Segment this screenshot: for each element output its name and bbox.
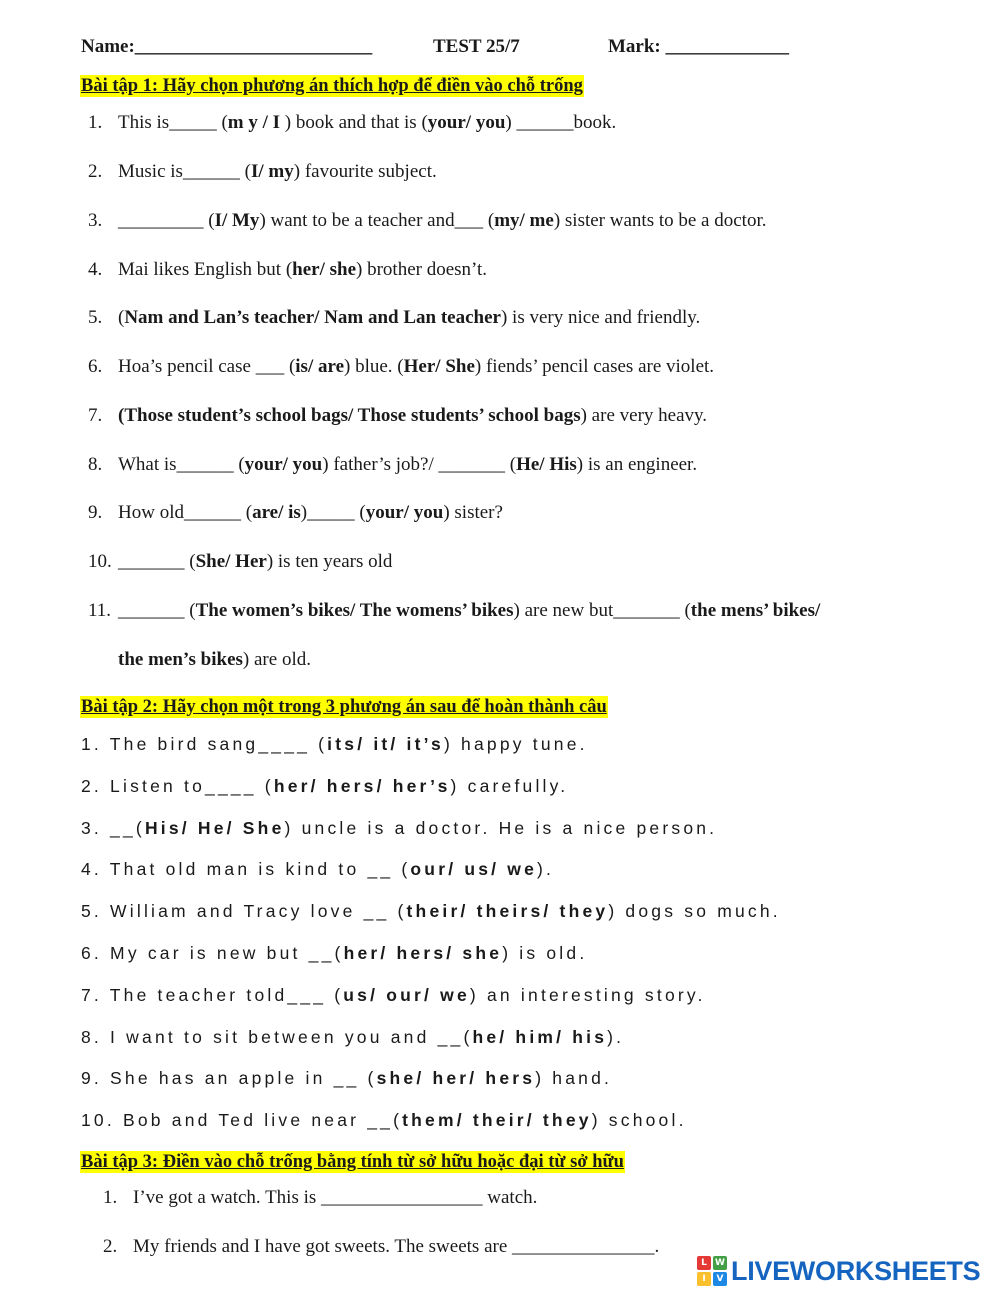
item-text: _______ ( <box>118 551 196 572</box>
exercise-1-item <box>88 599 820 623</box>
option-text: her/ she <box>292 259 357 280</box>
item-text: _______ ( <box>118 600 196 621</box>
item-number: 2. <box>88 161 103 182</box>
exercise-2-item <box>81 941 587 965</box>
option-text: its/ it/ it’s <box>327 734 444 754</box>
item-number: 4. <box>88 259 103 280</box>
option-text: His/ He/ She <box>144 818 285 838</box>
item-text: ) happy tune. <box>443 734 588 754</box>
item-number: 1. <box>88 112 103 133</box>
exercise-2-item <box>81 899 781 923</box>
item-text: ) is old. <box>502 943 588 963</box>
item-text: ) an interesting story. <box>469 985 706 1005</box>
item-text: ) sister? <box>443 502 503 523</box>
item-text: ) book and that is ( <box>280 112 428 133</box>
exercise-1-item <box>88 355 714 379</box>
item-text: ) are old. <box>242 649 311 670</box>
item-number: 10. <box>88 551 112 572</box>
item-text: ). <box>537 859 555 879</box>
item-text: ) ______book. <box>505 112 617 133</box>
option-text: Her/ She <box>403 356 475 377</box>
exercise-2-item <box>81 816 717 840</box>
exercise-1-item <box>88 209 766 233</box>
item-number: 3. <box>88 210 103 231</box>
item-number: 2. <box>103 1236 118 1257</box>
exercise-3-item <box>103 1235 659 1259</box>
logo-blocks-icon <box>697 1256 727 1286</box>
item-number: 8. <box>88 454 103 475</box>
item-text: ) is very nice and friendly. <box>500 307 701 328</box>
item-text: How old______ ( <box>118 502 253 523</box>
option-text: He/ His <box>516 454 577 475</box>
exercise-1-item <box>88 160 437 184</box>
option-text: she/ her/ hers <box>376 1068 536 1088</box>
item-text: ( <box>118 307 125 328</box>
item-text: 4. That old man is kind to __ ( <box>81 859 411 879</box>
exercise-2-item <box>81 983 706 1007</box>
item-text: 10. Bob and Ted live near __( <box>81 1110 403 1130</box>
item-text: 3. __( <box>81 818 145 838</box>
option-text: her/ hers/ she <box>343 943 503 963</box>
exercise-1-item <box>88 111 616 135</box>
item-text: Music is______ ( <box>118 161 251 182</box>
exercise-2-item <box>81 857 554 881</box>
option-text: (Those student’s school bags/ Those students’ school bags <box>118 405 581 426</box>
exercise-2-item <box>81 774 568 798</box>
option-text: your/ you <box>427 112 506 133</box>
item-text: ) father’s job?/ _______ ( <box>322 454 517 475</box>
name-field: Name:_________________________ <box>81 36 373 57</box>
option-text: your/ you <box>244 454 323 475</box>
item-number: 7. <box>88 405 103 426</box>
item-number: 9. <box>88 502 103 523</box>
item-text: I’ve got a watch. This is _________________ watch. <box>133 1187 538 1208</box>
option-text: their/ theirs/ they <box>406 901 609 921</box>
item-text: ) want to be a teacher and___ ( <box>259 210 495 231</box>
item-text: _________ ( <box>118 210 215 231</box>
liveworksheets-logo <box>697 1254 980 1288</box>
option-text: my/ me <box>494 210 554 231</box>
logo-block: L <box>697 1256 711 1270</box>
item-text: ). <box>607 1027 625 1047</box>
item-text: 9. She has an apple in __ ( <box>81 1068 377 1088</box>
exercise-2-title: Bài tập 2: Hãy chọn một trong 3 phương án sau để hoàn thành câu <box>81 697 607 717</box>
item-text: ) favourite subject. <box>293 161 437 182</box>
logo-block: W <box>713 1256 727 1270</box>
item-text: ) brother doesn’t. <box>356 259 488 280</box>
item-text: ) hand. <box>535 1068 613 1088</box>
mark-field: Mark: _____________ <box>608 36 790 57</box>
test-title: TEST 25/7 <box>433 36 520 57</box>
exercise-1-item <box>88 453 697 477</box>
option-text: the men’s bikes <box>118 649 243 670</box>
option-text: I/ my <box>251 161 294 182</box>
logo-block: V <box>713 1272 727 1286</box>
item-text: ) carefully. <box>450 776 569 796</box>
option-text: She/ Her <box>195 551 267 572</box>
item-text: 5. William and Tracy love __ ( <box>81 901 407 921</box>
item-text: )_____ ( <box>300 502 366 523</box>
item-number: 5. <box>88 307 103 328</box>
item-text: 8. I want to sit between you and __( <box>81 1027 473 1047</box>
option-text: our/ us/ we <box>410 859 538 879</box>
item-text: Mai likes English but ( <box>118 259 293 280</box>
item-text: Hoa’s pencil case ___ ( <box>118 356 296 377</box>
item-text: ) sister wants to be a doctor. <box>553 210 767 231</box>
item-text: 2. Listen to____ ( <box>81 776 274 796</box>
exercise-3-item <box>103 1186 537 1210</box>
exercise-2-item <box>81 732 588 756</box>
logo-block: I <box>697 1272 711 1286</box>
option-text: her/ hers/ her’s <box>273 776 451 796</box>
exercise-1-item <box>88 258 487 282</box>
option-text: are/ is <box>252 502 301 523</box>
option-text: is/ are <box>295 356 345 377</box>
exercise-1-title: Bài tập 1: Hãy chọn phương án thích hợp để điền vào chỗ trống <box>81 76 583 96</box>
item-text: 6. My car is new but __( <box>81 943 344 963</box>
item-text: ) school. <box>591 1110 687 1130</box>
option-text: Nam and Lan’s teacher/ Nam and Lan teacher <box>124 307 501 328</box>
item-text: ) are very heavy. <box>580 405 708 426</box>
exercise-2-item <box>81 1025 624 1049</box>
item-text: ) fiends’ pencil cases are violet. <box>474 356 715 377</box>
item-text: ) uncle is a doctor. He is a nice person. <box>284 818 718 838</box>
item-number: 11. <box>88 600 112 621</box>
item-text: What is______ ( <box>118 454 245 475</box>
item-text: ) blue. ( <box>344 356 404 377</box>
exercise-2-item <box>81 1108 687 1132</box>
option-text: m y / I <box>227 112 281 133</box>
option-text: I/ My <box>214 210 260 231</box>
exercise-1-item <box>88 306 700 330</box>
exercise-1-item <box>88 550 392 574</box>
option-text: he/ him/ his <box>472 1027 608 1047</box>
option-text: your/ you <box>365 502 444 523</box>
item-text: 7. The teacher told___ ( <box>81 985 344 1005</box>
exercise-2-item <box>81 1066 612 1090</box>
exercise-1-item <box>88 501 503 525</box>
exercise-1-item <box>118 648 311 672</box>
exercise-3-title: Bài tập 3: Điền vào chỗ trống bằng tính từ sở hữu hoặc đại từ sở hữu <box>81 1152 624 1172</box>
item-text: ) are new but_______ ( <box>513 600 691 621</box>
item-text: My friends and I have got sweets. The sweets are _______________. <box>133 1236 660 1257</box>
item-text: ) is ten years old <box>266 551 393 572</box>
option-text: them/ their/ they <box>402 1110 592 1130</box>
option-text: us/ our/ we <box>343 985 470 1005</box>
item-text: This is_____ ( <box>118 112 228 133</box>
item-text: 1. The bird sang____ ( <box>81 734 328 754</box>
option-text: the mens’ bikes/ <box>690 600 821 621</box>
option-text: The women’s bikes/ The womens’ bikes <box>195 600 514 621</box>
item-text: ) dogs so much. <box>608 901 781 921</box>
exercise-1-item <box>88 404 707 428</box>
item-text: ) is an engineer. <box>576 454 698 475</box>
item-number: 6. <box>88 356 103 377</box>
logo-text: LIVEWORKSHEETS <box>731 1255 981 1286</box>
item-number: 1. <box>103 1187 118 1208</box>
